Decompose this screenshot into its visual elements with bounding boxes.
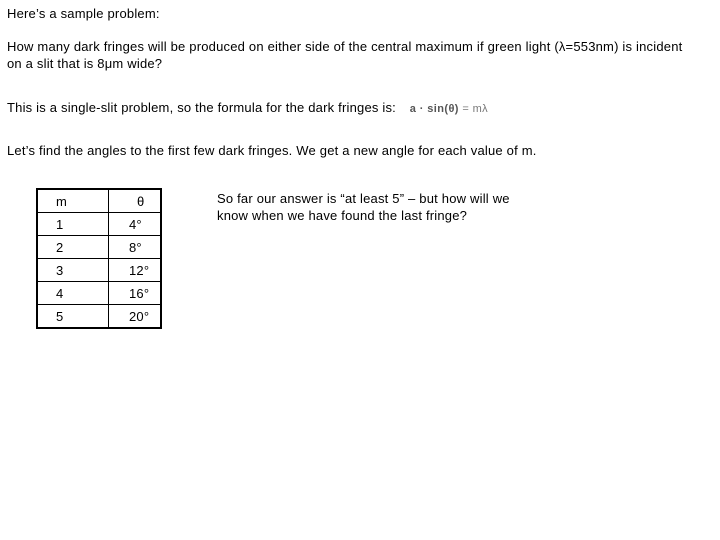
formula-lhs: a · sin(θ) — [409, 103, 459, 115]
header-theta: θ — [109, 189, 162, 213]
side-note-line-2: know when we have found the last fringe? — [217, 208, 468, 223]
formula-line — [7, 99, 488, 118]
question-line-1: How many dark fringes will be produced on either side of the central maximum if green light (λ=553nm) is incident — [7, 39, 683, 54]
cell-m: 4 — [37, 282, 109, 305]
question-line-2: on a slit that is 8μm wide? — [7, 56, 163, 71]
cell-theta: 16° — [109, 282, 162, 305]
cell-m: 1 — [37, 213, 109, 236]
table-row — [37, 305, 161, 329]
table-row — [37, 282, 161, 305]
intro-text: Here’s a sample problem: — [7, 6, 160, 21]
formula-rhs: = mλ — [458, 103, 489, 115]
cell-theta: 20° — [109, 305, 162, 329]
side-note-line-1: So far our answer is “at least 5” – but how will we — [217, 191, 510, 206]
side-note — [217, 190, 537, 224]
table-header-row — [37, 189, 161, 213]
formula-intro-text: This is a single-slit problem, so the formula for the dark fringes is: — [7, 100, 396, 115]
cell-theta: 12° — [109, 259, 162, 282]
cell-m: 5 — [37, 305, 109, 329]
table-row — [37, 213, 161, 236]
angles-intro-text: Let’s find the angles to the first few dark fringes. We get a new angle for each value of m. — [7, 143, 537, 158]
table-row — [37, 259, 161, 282]
cell-m: 3 — [37, 259, 109, 282]
table-row — [37, 236, 161, 259]
dark-fringe-formula — [410, 101, 488, 118]
cell-theta: 4° — [109, 213, 162, 236]
cell-m: 2 — [37, 236, 109, 259]
cell-theta: 8° — [109, 236, 162, 259]
header-m: m — [37, 189, 109, 213]
angles-table — [36, 188, 162, 329]
